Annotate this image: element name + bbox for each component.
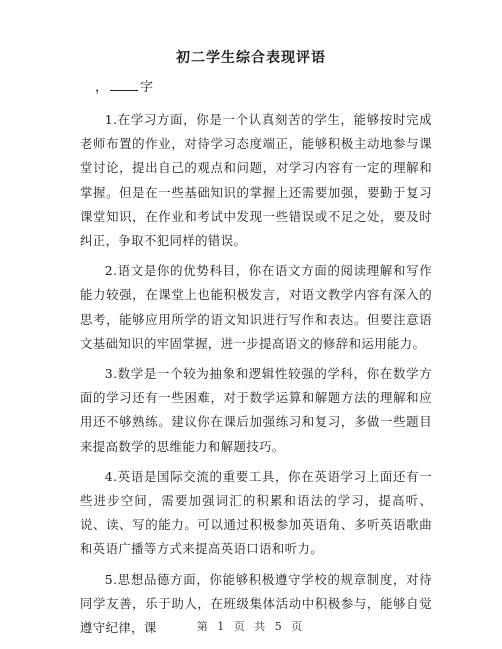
name-blank xyxy=(110,78,138,91)
greeting-line xyxy=(95,78,153,98)
paragraph-morality: 5.思想品德方面，你能够积极遵守学校的规章制度，对待同学友善，乐于助人，在班级集体活动中积极参与，能够自觉遵守纪律，课 xyxy=(80,571,432,636)
document-body xyxy=(80,108,432,646)
paragraph-study: 1.在学习方面，你是一个认真刻苦的学生，能够按时完成老师布置的作业，对待学习态度端正，能够积极主动地参与课堂讨论，提出自己的观点和问题，对学习内容有一定的理解和掌握。但是在一些基础知识的掌握上还需要加强，要勤于复习课堂知识，在作业和考试中发现一些错误或不足之处，要及时纠正，争取不犯同样的错误。 xyxy=(80,112,432,249)
page-title: 初二学生综合表现评语 xyxy=(176,50,326,66)
page-footer: 第 1 页 共 5 页 xyxy=(196,620,306,633)
greeting-prefix: ， xyxy=(95,80,109,95)
paragraph-math: 3.数学是一个较为抽象和逻辑性较强的学科，你在数学方面的学习还有一些困难，对于数学运算和解题方法的理解和应用还不够熟练。建议你在课后加强练习和复习，多做一些题目来提高数学的思维能力和解题技巧。 xyxy=(80,366,432,454)
greeting-suffix: 字 xyxy=(140,80,154,95)
paragraph-english: 4.英语是国际交流的重要工具，你在英语学习上面还有一些进步空间，需要加强词汇的积累和语法的学习，提高听、说、读、写的能力。可以通过积极参加英语角、多听英语歌曲和英语广播等方式来提高英语口语和听力。 xyxy=(80,468,432,557)
paragraph-chinese: 2.语文是你的优势科目，你在语文方面的阅读理解和写作能力较强，在课堂上也能积极发言，对语文教学内容有深入的思考，能够应用所学的语文知识进行写作和表达。但要注意语文基础知识的牢固掌握，进一步提高语文的修辞和运用能力。 xyxy=(80,263,432,351)
